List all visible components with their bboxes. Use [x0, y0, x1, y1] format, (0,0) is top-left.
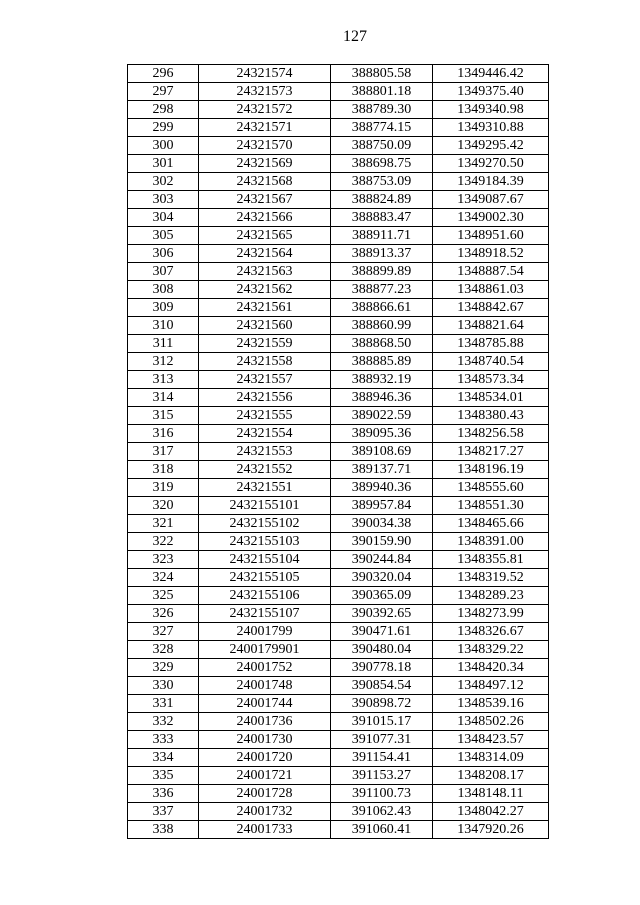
cell-coordinate-y: 1349002.30 — [433, 209, 549, 227]
cell-coordinate-y: 1348423.57 — [433, 731, 549, 749]
cell-point-number: 330 — [128, 677, 199, 695]
cell-coordinate-y: 1348289.23 — [433, 587, 549, 605]
cell-coordinate-x: 388885.89 — [331, 353, 433, 371]
cell-point-number: 296 — [128, 65, 199, 83]
table-row — [128, 137, 549, 155]
table-row — [128, 587, 549, 605]
cell-point-number: 333 — [128, 731, 199, 749]
cell-coordinate-x: 390392.65 — [331, 605, 433, 623]
coordinates-table-body — [128, 65, 549, 839]
cell-point-number: 331 — [128, 695, 199, 713]
cell-point-id: 2432155103 — [199, 533, 331, 551]
cell-point-id: 24321563 — [199, 263, 331, 281]
cell-coordinate-y: 1349270.50 — [433, 155, 549, 173]
cell-coordinate-x: 388805.58 — [331, 65, 433, 83]
cell-point-id: 24321558 — [199, 353, 331, 371]
cell-point-number: 317 — [128, 443, 199, 461]
cell-point-id: 24001736 — [199, 713, 331, 731]
cell-coordinate-x: 388883.47 — [331, 209, 433, 227]
cell-coordinate-x: 389137.71 — [331, 461, 433, 479]
table-row — [128, 443, 549, 461]
table-row — [128, 515, 549, 533]
cell-coordinate-y: 1348319.52 — [433, 569, 549, 587]
cell-coordinate-y: 1348918.52 — [433, 245, 549, 263]
cell-coordinate-x: 390778.18 — [331, 659, 433, 677]
cell-point-number: 319 — [128, 479, 199, 497]
table-row — [128, 425, 549, 443]
table-row — [128, 227, 549, 245]
cell-coordinate-x: 391077.31 — [331, 731, 433, 749]
table-row — [128, 389, 549, 407]
cell-coordinate-x: 388899.89 — [331, 263, 433, 281]
cell-point-id: 24001728 — [199, 785, 331, 803]
cell-point-number: 328 — [128, 641, 199, 659]
cell-coordinate-y: 1347920.26 — [433, 821, 549, 839]
cell-coordinate-y: 1348740.54 — [433, 353, 549, 371]
cell-point-id: 24321559 — [199, 335, 331, 353]
page-number: 127 — [343, 28, 367, 45]
cell-point-id: 2432155104 — [199, 551, 331, 569]
table-row — [128, 533, 549, 551]
cell-coordinate-y: 1348573.34 — [433, 371, 549, 389]
cell-coordinate-y: 1348555.60 — [433, 479, 549, 497]
cell-point-number: 323 — [128, 551, 199, 569]
table-row — [128, 767, 549, 785]
table-row — [128, 461, 549, 479]
cell-coordinate-x: 391100.73 — [331, 785, 433, 803]
cell-coordinate-y: 1348887.54 — [433, 263, 549, 281]
cell-point-number: 337 — [128, 803, 199, 821]
cell-point-id: 2432155107 — [199, 605, 331, 623]
table-row — [128, 101, 549, 119]
cell-coordinate-x: 388801.18 — [331, 83, 433, 101]
cell-coordinate-y: 1348534.01 — [433, 389, 549, 407]
cell-coordinate-y: 1348314.09 — [433, 749, 549, 767]
cell-coordinate-y: 1348861.03 — [433, 281, 549, 299]
cell-coordinate-x: 389108.69 — [331, 443, 433, 461]
cell-coordinate-x: 390854.54 — [331, 677, 433, 695]
cell-coordinate-y: 1348391.00 — [433, 533, 549, 551]
cell-coordinate-x: 388860.99 — [331, 317, 433, 335]
cell-coordinate-y: 1348042.27 — [433, 803, 549, 821]
cell-point-id: 24001752 — [199, 659, 331, 677]
cell-point-number: 316 — [128, 425, 199, 443]
cell-coordinate-x: 391062.43 — [331, 803, 433, 821]
cell-coordinate-y: 1348821.64 — [433, 317, 549, 335]
cell-point-id: 24001720 — [199, 749, 331, 767]
table-row — [128, 353, 549, 371]
cell-point-number: 336 — [128, 785, 199, 803]
cell-coordinate-y: 1348355.81 — [433, 551, 549, 569]
cell-coordinate-x: 389940.36 — [331, 479, 433, 497]
cell-coordinate-y: 1348217.27 — [433, 443, 549, 461]
cell-coordinate-x: 390898.72 — [331, 695, 433, 713]
cell-point-id: 24321567 — [199, 191, 331, 209]
cell-point-number: 303 — [128, 191, 199, 209]
cell-point-number: 304 — [128, 209, 199, 227]
cell-point-id: 24321570 — [199, 137, 331, 155]
cell-point-id: 24001730 — [199, 731, 331, 749]
table-row — [128, 83, 549, 101]
cell-point-number: 321 — [128, 515, 199, 533]
cell-point-id: 24321572 — [199, 101, 331, 119]
cell-coordinate-x: 391154.41 — [331, 749, 433, 767]
cell-coordinate-x: 390471.61 — [331, 623, 433, 641]
table-row — [128, 695, 549, 713]
cell-coordinate-x: 388877.23 — [331, 281, 433, 299]
cell-coordinate-x: 390244.84 — [331, 551, 433, 569]
cell-point-number: 307 — [128, 263, 199, 281]
cell-coordinate-y: 1348329.22 — [433, 641, 549, 659]
table-row — [128, 749, 549, 767]
cell-point-id: 24001744 — [199, 695, 331, 713]
cell-coordinate-x: 389022.59 — [331, 407, 433, 425]
table-row — [128, 245, 549, 263]
table-row — [128, 371, 549, 389]
cell-coordinate-x: 388753.09 — [331, 173, 433, 191]
cell-point-number: 332 — [128, 713, 199, 731]
cell-coordinate-x: 388911.71 — [331, 227, 433, 245]
cell-point-number: 305 — [128, 227, 199, 245]
cell-point-id: 24321552 — [199, 461, 331, 479]
table-row — [128, 713, 549, 731]
cell-coordinate-y: 1348539.16 — [433, 695, 549, 713]
table-row — [128, 623, 549, 641]
cell-coordinate-y: 1348465.66 — [433, 515, 549, 533]
cell-point-id: 24321574 — [199, 65, 331, 83]
cell-coordinate-x: 388868.50 — [331, 335, 433, 353]
cell-coordinate-x: 388789.30 — [331, 101, 433, 119]
cell-point-number: 327 — [128, 623, 199, 641]
cell-point-number: 301 — [128, 155, 199, 173]
cell-point-number: 318 — [128, 461, 199, 479]
cell-coordinate-x: 388913.37 — [331, 245, 433, 263]
cell-point-number: 298 — [128, 101, 199, 119]
cell-point-number: 335 — [128, 767, 199, 785]
table-row — [128, 299, 549, 317]
cell-coordinate-x: 391153.27 — [331, 767, 433, 785]
cell-point-id: 2432155105 — [199, 569, 331, 587]
cell-coordinate-y: 1349340.98 — [433, 101, 549, 119]
cell-point-number: 313 — [128, 371, 199, 389]
cell-point-id: 24001721 — [199, 767, 331, 785]
cell-point-number: 326 — [128, 605, 199, 623]
cell-point-id: 24321566 — [199, 209, 331, 227]
table-row — [128, 479, 549, 497]
cell-point-id: 2400179901 — [199, 641, 331, 659]
table-row — [128, 263, 549, 281]
cell-coordinate-x: 390159.90 — [331, 533, 433, 551]
cell-point-number: 320 — [128, 497, 199, 515]
cell-coordinate-y: 1348420.34 — [433, 659, 549, 677]
cell-coordinate-y: 1348326.67 — [433, 623, 549, 641]
table-row — [128, 497, 549, 515]
cell-coordinate-y: 1349184.39 — [433, 173, 549, 191]
cell-coordinate-x: 388946.36 — [331, 389, 433, 407]
cell-coordinate-y: 1348502.26 — [433, 713, 549, 731]
cell-coordinate-x: 390480.04 — [331, 641, 433, 659]
cell-coordinate-x: 390320.04 — [331, 569, 433, 587]
cell-coordinate-x: 390365.09 — [331, 587, 433, 605]
cell-point-number: 315 — [128, 407, 199, 425]
cell-point-id: 24001732 — [199, 803, 331, 821]
cell-point-id: 24321571 — [199, 119, 331, 137]
cell-point-id: 24321561 — [199, 299, 331, 317]
cell-point-number: 297 — [128, 83, 199, 101]
cell-coordinate-x: 388774.15 — [331, 119, 433, 137]
cell-coordinate-x: 388698.75 — [331, 155, 433, 173]
cell-point-number: 325 — [128, 587, 199, 605]
cell-point-number: 306 — [128, 245, 199, 263]
cell-coordinate-y: 1348208.17 — [433, 767, 549, 785]
cell-point-id: 2432155102 — [199, 515, 331, 533]
cell-point-number: 329 — [128, 659, 199, 677]
table-row — [128, 155, 549, 173]
cell-point-id: 24321556 — [199, 389, 331, 407]
cell-point-id: 2432155106 — [199, 587, 331, 605]
table-row — [128, 317, 549, 335]
cell-point-number: 322 — [128, 533, 199, 551]
cell-coordinate-y: 1349087.67 — [433, 191, 549, 209]
cell-coordinate-y: 1348256.58 — [433, 425, 549, 443]
cell-point-id: 24321555 — [199, 407, 331, 425]
cell-coordinate-x: 391060.41 — [331, 821, 433, 839]
cell-point-number: 299 — [128, 119, 199, 137]
cell-point-id: 24321553 — [199, 443, 331, 461]
table-row — [128, 785, 549, 803]
table-row — [128, 803, 549, 821]
table-row — [128, 569, 549, 587]
table-row — [128, 731, 549, 749]
cell-point-id: 24001748 — [199, 677, 331, 695]
cell-coordinate-x: 388750.09 — [331, 137, 433, 155]
cell-coordinate-x: 391015.17 — [331, 713, 433, 731]
cell-point-id: 24321560 — [199, 317, 331, 335]
cell-point-id: 24321551 — [199, 479, 331, 497]
cell-coordinate-y: 1348497.12 — [433, 677, 549, 695]
table-row — [128, 191, 549, 209]
cell-coordinate-y: 1348273.99 — [433, 605, 549, 623]
cell-coordinate-x: 388824.89 — [331, 191, 433, 209]
cell-point-id: 24001799 — [199, 623, 331, 641]
cell-point-id: 24001733 — [199, 821, 331, 839]
table-row — [128, 65, 549, 83]
cell-coordinate-x: 388932.19 — [331, 371, 433, 389]
table-row — [128, 119, 549, 137]
cell-coordinate-y: 1348785.88 — [433, 335, 549, 353]
coordinates-table — [127, 64, 549, 839]
cell-coordinate-y: 1349446.42 — [433, 65, 549, 83]
cell-coordinate-x: 388866.61 — [331, 299, 433, 317]
cell-point-number: 310 — [128, 317, 199, 335]
cell-point-id: 24321573 — [199, 83, 331, 101]
table-row — [128, 677, 549, 695]
cell-point-number: 308 — [128, 281, 199, 299]
cell-coordinate-x: 390034.38 — [331, 515, 433, 533]
cell-coordinate-y: 1349375.40 — [433, 83, 549, 101]
cell-coordinate-y: 1348551.30 — [433, 497, 549, 515]
table-row — [128, 659, 549, 677]
table-row — [128, 605, 549, 623]
cell-point-id: 2432155101 — [199, 497, 331, 515]
cell-point-number: 309 — [128, 299, 199, 317]
cell-coordinate-y: 1348148.11 — [433, 785, 549, 803]
cell-point-number: 311 — [128, 335, 199, 353]
cell-coordinate-y: 1349310.88 — [433, 119, 549, 137]
cell-coordinate-y: 1349295.42 — [433, 137, 549, 155]
table-row — [128, 641, 549, 659]
cell-point-number: 312 — [128, 353, 199, 371]
table-row — [128, 209, 549, 227]
cell-point-number: 334 — [128, 749, 199, 767]
table-row — [128, 821, 549, 839]
cell-point-number: 300 — [128, 137, 199, 155]
table-row — [128, 551, 549, 569]
cell-point-id: 24321569 — [199, 155, 331, 173]
cell-coordinate-y: 1348951.60 — [433, 227, 549, 245]
cell-point-id: 24321557 — [199, 371, 331, 389]
cell-coordinate-y: 1348196.19 — [433, 461, 549, 479]
cell-point-id: 24321565 — [199, 227, 331, 245]
cell-coordinate-x: 389095.36 — [331, 425, 433, 443]
table-row — [128, 335, 549, 353]
cell-point-number: 324 — [128, 569, 199, 587]
cell-coordinate-y: 1348842.67 — [433, 299, 549, 317]
table-row — [128, 407, 549, 425]
cell-point-id: 24321568 — [199, 173, 331, 191]
cell-point-id: 24321554 — [199, 425, 331, 443]
table-row — [128, 281, 549, 299]
cell-point-id: 24321564 — [199, 245, 331, 263]
cell-point-number: 338 — [128, 821, 199, 839]
cell-point-number: 302 — [128, 173, 199, 191]
table-row — [128, 173, 549, 191]
cell-point-id: 24321562 — [199, 281, 331, 299]
cell-point-number: 314 — [128, 389, 199, 407]
cell-coordinate-x: 389957.84 — [331, 497, 433, 515]
cell-coordinate-y: 1348380.43 — [433, 407, 549, 425]
